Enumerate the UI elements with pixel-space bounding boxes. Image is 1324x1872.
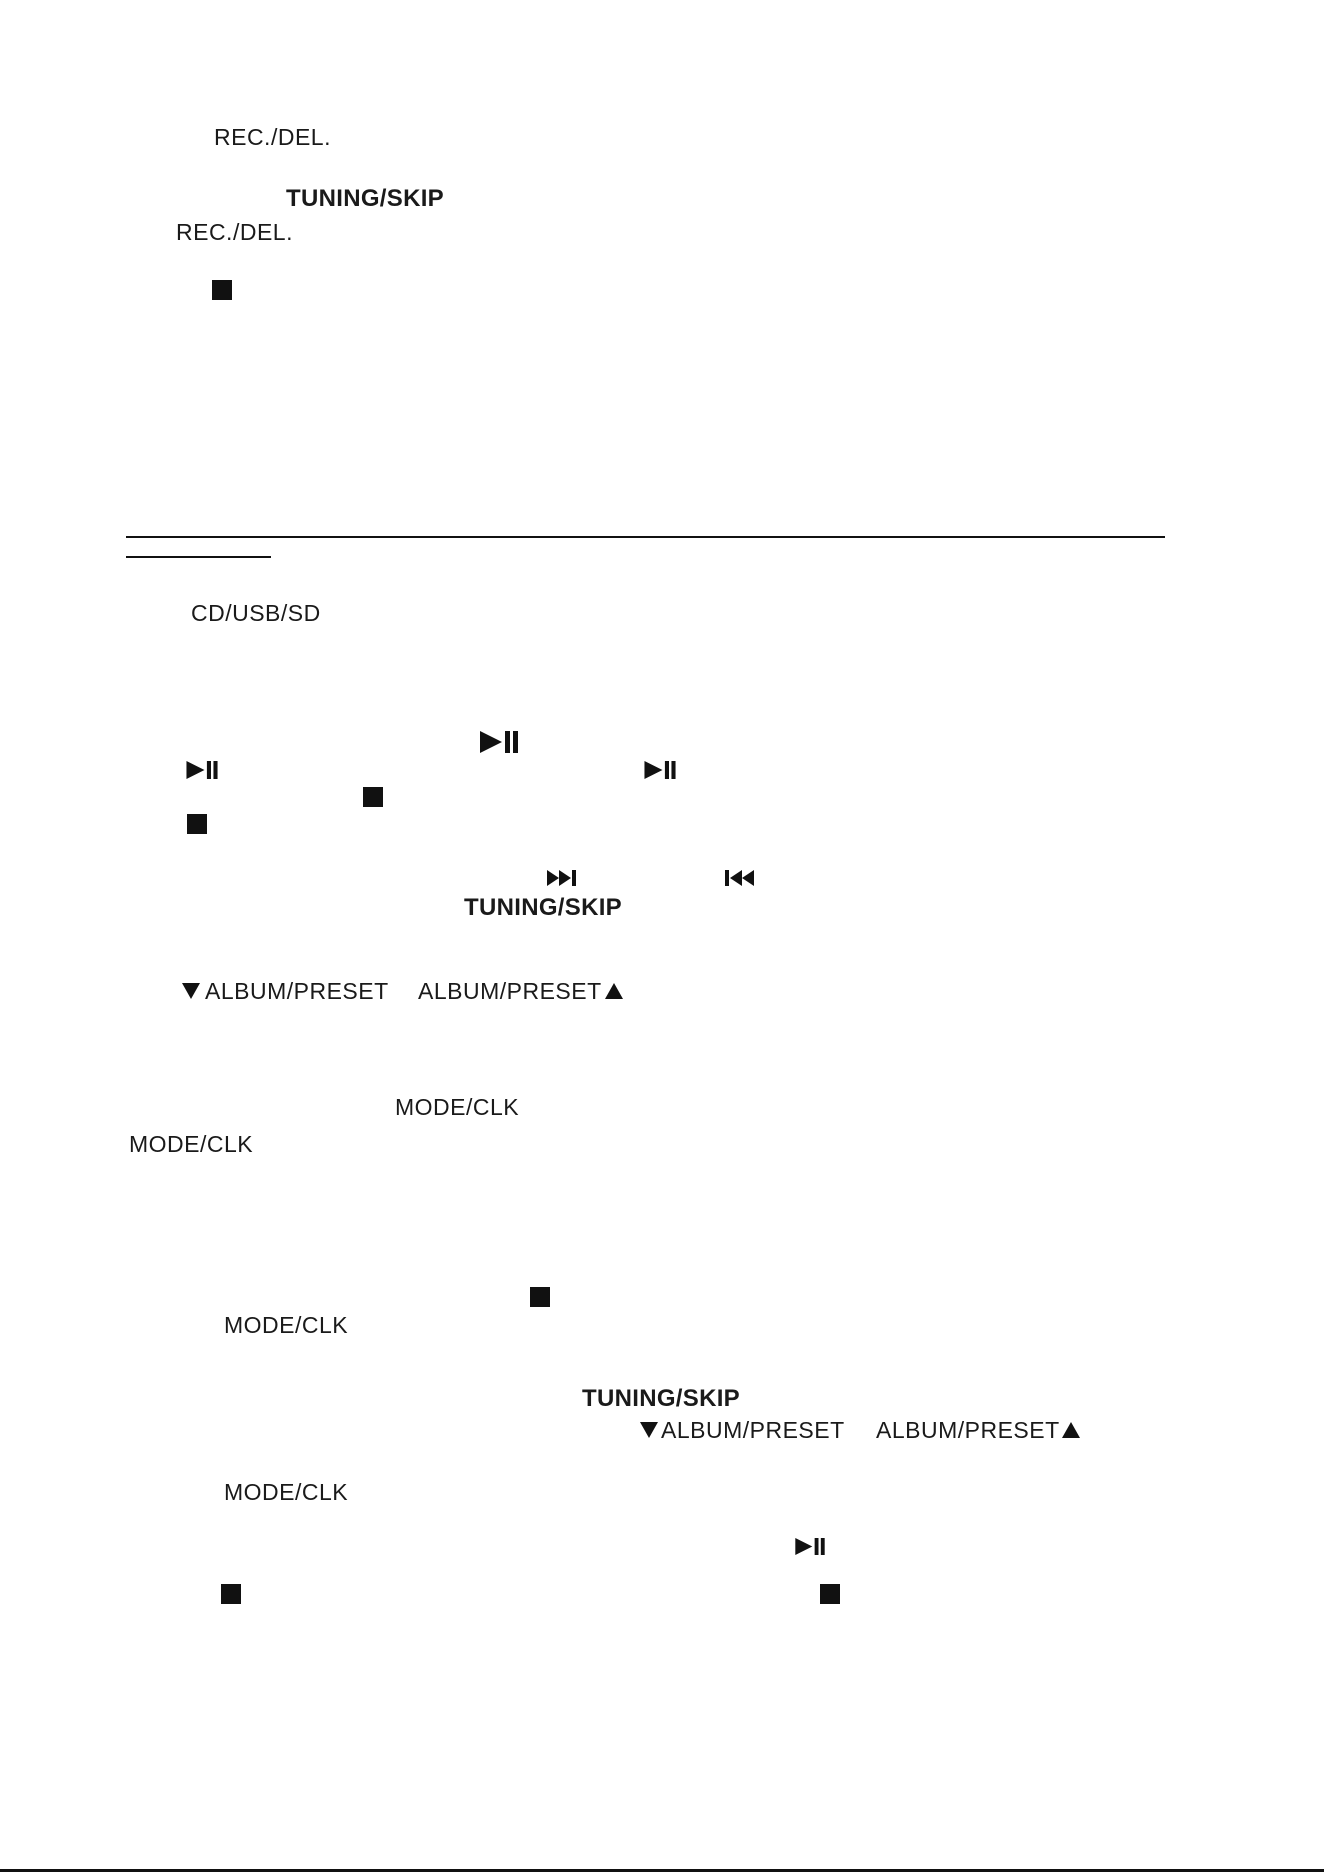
- tuning-skip-label: TUNING/SKIP: [286, 185, 444, 212]
- skip-next-icon: [547, 870, 577, 886]
- mode-clk-label: MODE/CLK: [395, 1094, 520, 1120]
- stop-icon: [530, 1287, 550, 1307]
- stop-icon: [820, 1584, 840, 1604]
- heading-underline: [126, 556, 271, 558]
- stop-icon: [221, 1584, 241, 1604]
- stop-icon: [187, 814, 207, 834]
- triangle-up-icon: [605, 983, 623, 999]
- section-divider: [126, 536, 1165, 538]
- stop-icon: [212, 280, 232, 300]
- triangle-down-icon: [640, 1422, 658, 1438]
- album-preset-down-label: ALBUM/PRESET: [661, 1417, 845, 1443]
- rec-del-label: REC./DEL.: [176, 219, 293, 245]
- mode-clk-label: MODE/CLK: [224, 1312, 349, 1338]
- play-pause-icon: [186, 761, 218, 779]
- rec-del-label: REC./DEL.: [214, 124, 331, 150]
- stop-icon: [363, 787, 383, 807]
- album-preset-up-label: ALBUM/PRESET: [876, 1417, 1060, 1443]
- triangle-up-icon: [1062, 1422, 1080, 1438]
- cd-usb-sd-label: CD/USB/SD: [191, 600, 321, 626]
- mode-clk-label: MODE/CLK: [129, 1131, 254, 1157]
- play-pause-icon: [795, 1538, 825, 1555]
- album-preset-down-label: ALBUM/PRESET: [205, 978, 389, 1004]
- mode-clk-label: MODE/CLK: [224, 1479, 349, 1505]
- play-pause-icon: [644, 761, 676, 779]
- tuning-skip-label: TUNING/SKIP: [464, 894, 622, 921]
- play-pause-icon: [480, 731, 518, 753]
- skip-previous-icon: [725, 870, 755, 886]
- triangle-down-icon: [182, 983, 200, 999]
- tuning-skip-label: TUNING/SKIP: [582, 1385, 740, 1412]
- album-preset-up-label: ALBUM/PRESET: [418, 978, 602, 1004]
